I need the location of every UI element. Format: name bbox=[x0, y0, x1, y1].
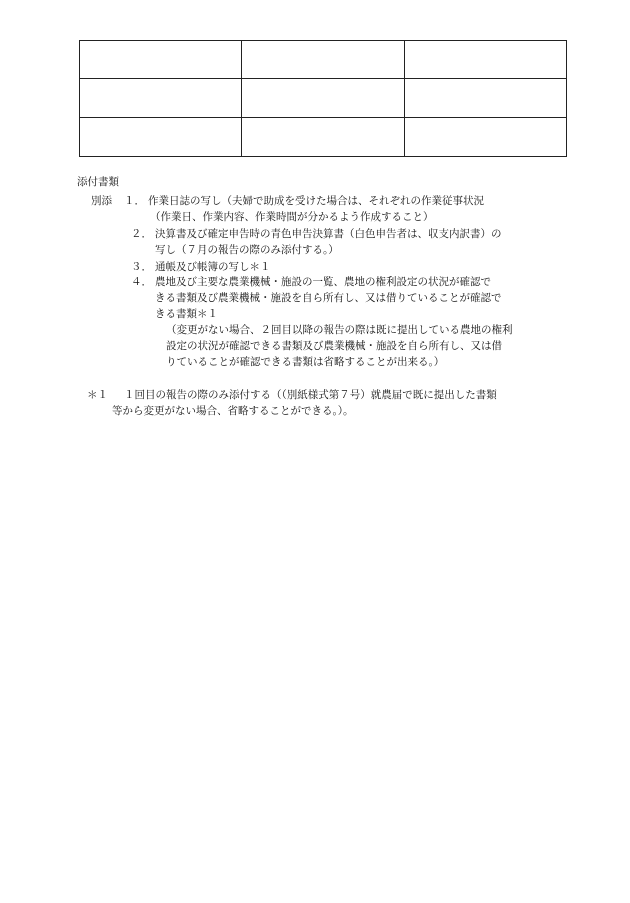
item-number: ４． bbox=[131, 276, 152, 288]
item-text-line: 通帳及び帳簿の写し＊１ bbox=[155, 261, 271, 273]
table-cell bbox=[404, 118, 566, 157]
table-cell bbox=[242, 41, 404, 79]
attachments-heading: 添付書類 bbox=[77, 176, 119, 188]
item-text-line: きる書類＊１ bbox=[155, 308, 218, 320]
footnote-line: 等から変更がない場合、省略することができる。）。 bbox=[112, 405, 354, 417]
table-cell bbox=[80, 79, 242, 118]
item-number: ２． bbox=[131, 228, 152, 240]
blank-table bbox=[79, 40, 567, 157]
item-number: １． bbox=[124, 195, 145, 207]
table-cell bbox=[404, 41, 566, 79]
table-cell bbox=[242, 118, 404, 157]
item-text-line: きる書類及び農業機械・施設を自ら所有し、又は借りていることが確認で bbox=[155, 292, 502, 304]
table-row bbox=[80, 118, 567, 157]
table-cell bbox=[80, 41, 242, 79]
table-cell bbox=[404, 79, 566, 118]
item-note-line: 設定の状況が確認できる書類及び農業機械・施設を自ら所有し、又は借 bbox=[166, 340, 502, 352]
item-number: ３． bbox=[131, 261, 152, 273]
item-text-line: 作業日誌の写し（夫婦で助成を受けた場合は、それぞれの作業従事状況 bbox=[148, 195, 484, 207]
table-cell bbox=[80, 118, 242, 157]
table-cell bbox=[242, 79, 404, 118]
table-row bbox=[80, 79, 567, 118]
item-text-line: 決算書及び確定申告時の青色申告決算書（白色申告者は、収支内訳書）の bbox=[155, 228, 502, 240]
item-text-line: 農地及び主要な農業機械・施設の一覧、農地の権利設定の状況が確認で bbox=[155, 276, 491, 288]
item-note-line: りていることが確認できる書類は省略することが出来る。） bbox=[166, 356, 445, 368]
footnote-mark: ＊１ bbox=[87, 389, 108, 401]
group-label: 別添 bbox=[91, 195, 112, 207]
table-row bbox=[80, 41, 567, 79]
footnote-line: １回目の報告の際のみ添付する（（別紙様式第７号）就農届で既に提出した書類 bbox=[124, 389, 497, 401]
item-text-line: 写し（７月の報告の際のみ添付する。） bbox=[155, 244, 339, 256]
item-note-line: （変更がない場合、２回目以降の報告の際は既に提出している農地の権利 bbox=[166, 324, 513, 336]
item-note-line: （作業日、作業内容、作業時間が分かるよう作成すること） bbox=[150, 211, 434, 223]
